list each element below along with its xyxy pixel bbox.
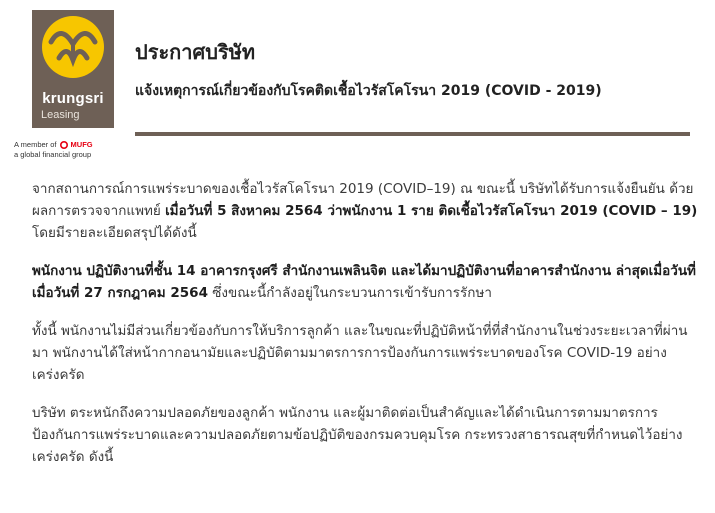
paragraph-1-highlight: เมื่อวันที่ 5 สิงหาคม 2564 ว่าพนักงาน 1 ราย ติดเชื้อไวรัสโคโรนา 2019 (COVID – 19)	[165, 203, 698, 219]
mufg-logo-icon	[60, 141, 68, 149]
header-divider	[135, 132, 690, 136]
paragraph-2-end: ซึ่งขณะนี้กำลังอยู่ในกระบวนการเข้ารับการรักษา	[207, 285, 492, 301]
paragraph-1	[32, 178, 698, 244]
page-subtitle: แจ้งเหตุการณ์เกี่ยวข้องกับโรคติดเชื้อไวรัสโคโรนา 2019 (COVID - 2019)	[135, 83, 602, 99]
mufg-brand: MUFG	[70, 140, 93, 149]
paragraph-1-end: โดยมีรายละเอียดสรุปได้ดังนี้	[32, 225, 197, 241]
paragraph-2	[32, 260, 698, 304]
paragraph-4: บริษัท ตระหนักถึงความปลอดภัยของลูกค้า พนักงาน และผู้มาติดต่อเป็นสำคัญและได้ดำเนินการตามมาตรการป้องกันการแพร่ระบาดและความปลอดภัยตามข้อปฏิบัติของกรมควบคุมโรค กระทรวงสาธารณสุขที่กำหนดไว้อย่างเคร่งครัด ดังนี้	[32, 405, 683, 465]
paragraph-3: ทั้งนี้ พนักงานไม่มีส่วนเกี่ยวข้องกับการให้บริการลูกค้า และในขณะที่ปฏิบัติหน้าที่ที่สำนักงานในช่วงระยะเวลาที่ผ่านมา พนักงานได้ใส่หน้ากากอนามัยและปฏิบัติตามมาตรการการป้องกันการแพร่ระบาดของโรค COVID-19 อย่างเคร่งครัด	[32, 323, 688, 383]
paragraph-1-intro: จากสถานการณ์การแพร่ระบาดของเชื้อไวรัสโคโรนา 2019 (COVID–19) ณ ขณะนี้ บริษัทได้รับการแจ้งยืนยัน ด้วยผลการตรวจจากแพทย์	[32, 181, 694, 219]
announcement-body	[32, 178, 698, 484]
krungsri-leasing-logo	[32, 10, 114, 128]
page-title: ประกาศบริษัท	[135, 40, 256, 64]
paragraph-2-highlight: พนักงาน ปฏิบัติงานที่ชั้น 14 อาคารกรุงศรี สำนักงานเพลินจิต และได้มาปฏิบัติงานที่อาคารสำนักงาน ล่าสุดเมื่อวันที่ เมื่อวันที่ 27 กรกฎาคม 2564	[32, 263, 696, 301]
brand-tagline: a global financial group	[14, 150, 92, 159]
brand-sub: Leasing	[41, 109, 80, 121]
member-line	[14, 140, 93, 149]
krungsri-logo-mark-icon	[39, 14, 107, 80]
brand-name: krungsri	[42, 90, 104, 107]
member-prefix: A member of	[14, 140, 57, 149]
